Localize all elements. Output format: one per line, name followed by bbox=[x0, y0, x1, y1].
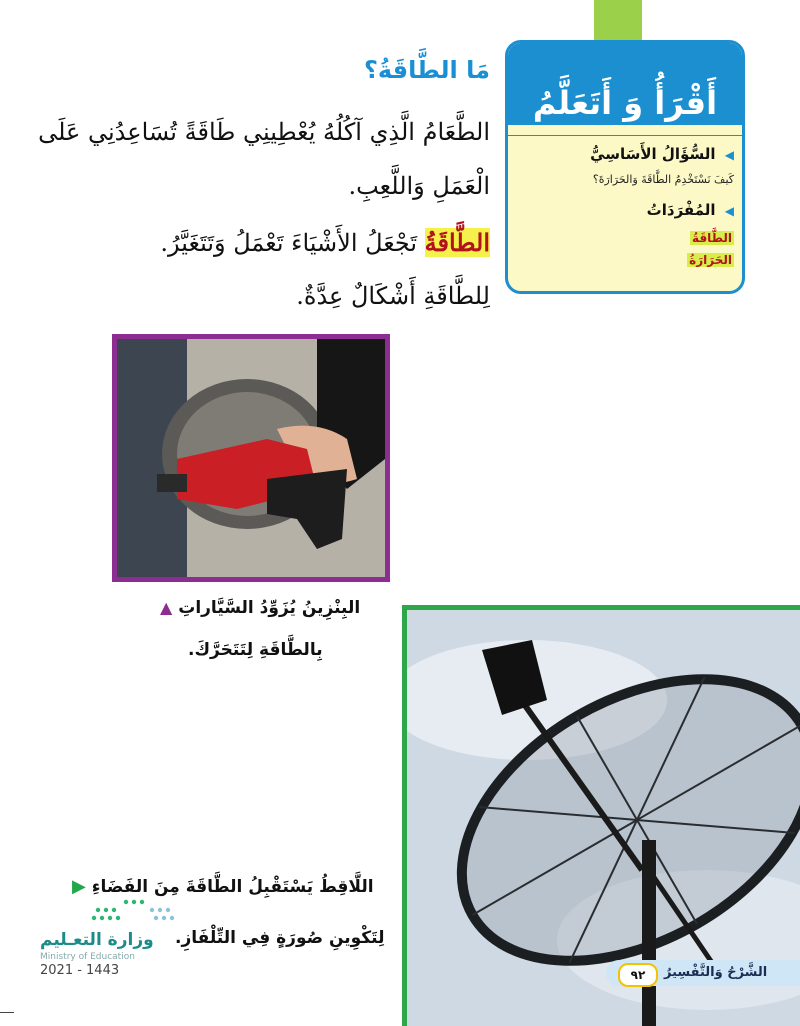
fuel-nozzle-illustration bbox=[117, 339, 385, 577]
triangle-up-icon: ▲ bbox=[160, 598, 173, 617]
dish-caption-text: اللَّاقِطُ يَسْتَقْبِلُ الطَّاقَةَ مِنَ الفَضَاءِ bbox=[91, 877, 374, 897]
paragraph-line: الطَّعَامُ الَّذِي آكُلُهُ يُعْطِينِي طَاقَةً تُسَاعِدُنِي عَلَى bbox=[38, 118, 490, 146]
learn-box-title: أَقْرَأُ وَ أَتَعَلَّمُ bbox=[508, 43, 742, 125]
fuel-caption bbox=[160, 598, 360, 618]
vocab-word: الطَّاقَةُ bbox=[692, 231, 732, 245]
section-heading: مَا الطَّاقَةُ؟ bbox=[363, 56, 490, 84]
crop-mark bbox=[0, 1012, 14, 1013]
triangle-left-icon: ◀ bbox=[724, 204, 734, 218]
vocabulary-label-text: المُفْرَدَاتُ bbox=[646, 201, 716, 219]
fuel-caption-line2: بِالطَّاقَةِ لِتَتَحَرَّكَ. bbox=[188, 640, 323, 660]
triangle-left-icon: ◀ bbox=[724, 148, 734, 162]
dish-caption-line2: لِتَكْوِينِ صُورَةٍ فِي التِّلْفَازِ. bbox=[175, 928, 385, 948]
ministry-name-english: Ministry of Education bbox=[40, 952, 135, 962]
triangle-right-icon: ▶ bbox=[72, 876, 86, 897]
paragraph-line: الْعَمَلِ وَاللَّعِبِ. bbox=[348, 172, 490, 200]
ministry-name-arabic: وزارة التعـليم bbox=[40, 930, 154, 950]
essential-question-label-text: السُّؤَالُ الأَسَاسِيُّ bbox=[590, 145, 716, 163]
ministry-logo-icon bbox=[88, 888, 198, 928]
paragraph-line bbox=[160, 228, 490, 257]
essential-question-label bbox=[590, 145, 734, 163]
highlighted-term: الطَّاقَةُ bbox=[424, 228, 490, 257]
page-section-label: الشَّرْحُ وَالتَّفْسِيرُ bbox=[664, 965, 768, 980]
vocabulary-label bbox=[647, 201, 734, 219]
learn-box-divider bbox=[508, 135, 742, 136]
page-number: ٩٢ bbox=[618, 963, 658, 987]
essential-question: كَيفَ نَسْتَخْدِمُ الطَّاقَةَ وَالحَرَارَةَ؟ bbox=[592, 173, 734, 186]
paragraph-line: لِلطَّاقَةِ أَشْكَالٌ عِدَّةٌ. bbox=[296, 282, 490, 310]
fuel-caption-text: البِنْزِينُ يُزَوِّدُ السَّيَّاراتِ bbox=[178, 598, 361, 618]
academic-year: 2021 - 1443 bbox=[40, 963, 120, 978]
learn-box bbox=[505, 40, 745, 294]
vocab-word: الحَرَارَةُ bbox=[689, 253, 732, 267]
fuel-nozzle-photo bbox=[112, 334, 390, 582]
paragraph-text: تَجْعَلُ الأَشْيَاءَ تَعْمَلُ وَتَتَغَيَّرُ. bbox=[160, 229, 425, 257]
